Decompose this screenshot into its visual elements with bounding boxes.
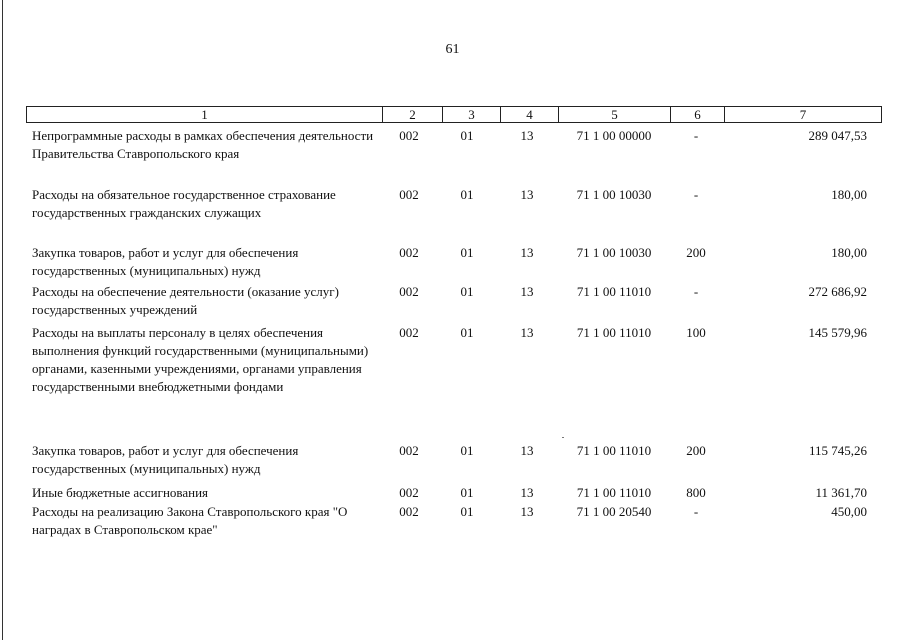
row-col-4: 13: [520, 284, 534, 299]
row-col-5: 71 1 00 11010: [576, 485, 652, 500]
page-left-border: [2, 0, 3, 640]
header-col-1: 1: [201, 107, 208, 122]
row-col-3: 01: [460, 284, 474, 299]
row-col-6: -: [693, 187, 699, 202]
row-col-7: 180,00: [831, 187, 867, 202]
table-header: [26, 106, 882, 123]
row-col-3: 01: [460, 325, 474, 340]
row-col-5: 71 1 00 00000: [576, 128, 652, 143]
row-col-7: 180,00: [831, 245, 867, 260]
row-name: Расходы на обязательное государственное страхование государственных гражданских служащих: [32, 187, 336, 220]
row-col-3: 01: [460, 485, 474, 500]
header-col-3: 3: [442, 107, 500, 122]
row-col-2: 002: [399, 504, 419, 519]
row-col-4: 13: [520, 325, 534, 340]
row-col-7: 289 047,53: [808, 128, 867, 143]
row-col-2: 002: [399, 245, 419, 260]
scan-speck: [562, 437, 564, 438]
row-col-7: 450,00: [831, 504, 867, 519]
row-name: Закупка товаров, работ и услуг для обеспечения государственных (муниципальных) нужд: [32, 443, 299, 476]
row-col-3: 01: [460, 504, 474, 519]
row-col-7: 272 686,92: [808, 284, 867, 299]
row-col-6: 800: [686, 485, 706, 500]
header-col-2: 2: [382, 107, 442, 122]
row-col-3: 01: [460, 128, 474, 143]
row-col-6: 200: [686, 245, 706, 260]
row-name: Расходы на реализацию Закона Ставропольского края "О наградах в Ставропольском крае": [32, 504, 348, 537]
header-col-6: 6: [670, 107, 724, 122]
row-col-5: 71 1 00 11010: [576, 443, 652, 458]
row-col-2: 002: [399, 128, 419, 143]
row-col-7: 11 361,70: [815, 485, 867, 500]
header-col-7: 7: [724, 107, 881, 122]
row-col-5: 71 1 00 20540: [576, 504, 652, 519]
row-col-2: 002: [399, 187, 419, 202]
row-col-6: -: [693, 284, 699, 299]
row-col-5: 71 1 00 10030: [576, 187, 652, 202]
row-col-5: 71 1 00 11010: [576, 284, 652, 299]
row-name: Расходы на обеспечение деятельности (оказание услуг) государственных учреждений: [32, 284, 339, 317]
row-name: Непрограммные расходы в рамках обеспечения деятельности Правительства Ставропольского края: [32, 128, 374, 161]
row-col-5: 71 1 00 10030: [576, 245, 652, 260]
header-col-4: 4: [500, 107, 558, 122]
row-col-3: 01: [460, 187, 474, 202]
row-col-2: 002: [399, 485, 419, 500]
row-col-6: -: [693, 504, 699, 519]
row-name: Иные бюджетные ассигнования: [32, 485, 209, 500]
row-col-6: 200: [686, 443, 706, 458]
row-col-2: 002: [399, 325, 419, 340]
row-col-4: 13: [520, 485, 534, 500]
row-col-2: 002: [399, 284, 419, 299]
header-col-5: 5: [558, 107, 670, 122]
row-col-3: 01: [460, 245, 474, 260]
page-number: 61: [445, 42, 460, 57]
row-col-3: 01: [460, 443, 474, 458]
row-col-7: 145 579,96: [808, 325, 867, 340]
row-col-4: 13: [520, 128, 534, 143]
row-col-4: 13: [520, 443, 534, 458]
row-col-4: 13: [520, 187, 534, 202]
row-col-5: 71 1 00 11010: [576, 325, 652, 340]
row-col-4: 13: [520, 504, 534, 519]
row-col-6: -: [693, 128, 699, 143]
row-col-6: 100: [686, 325, 706, 340]
row-name: Закупка товаров, работ и услуг для обеспечения государственных (муниципальных) нужд: [32, 245, 299, 278]
row-name: Расходы на выплаты персоналу в целях обеспечения выполнения функций государственными (муниципальными) органами, казенными учреждениями, органами управления государственными внебюджетными фондами: [32, 325, 369, 394]
row-col-4: 13: [520, 245, 534, 260]
row-col-7: 115 745,26: [808, 443, 867, 458]
row-col-2: 002: [399, 443, 419, 458]
